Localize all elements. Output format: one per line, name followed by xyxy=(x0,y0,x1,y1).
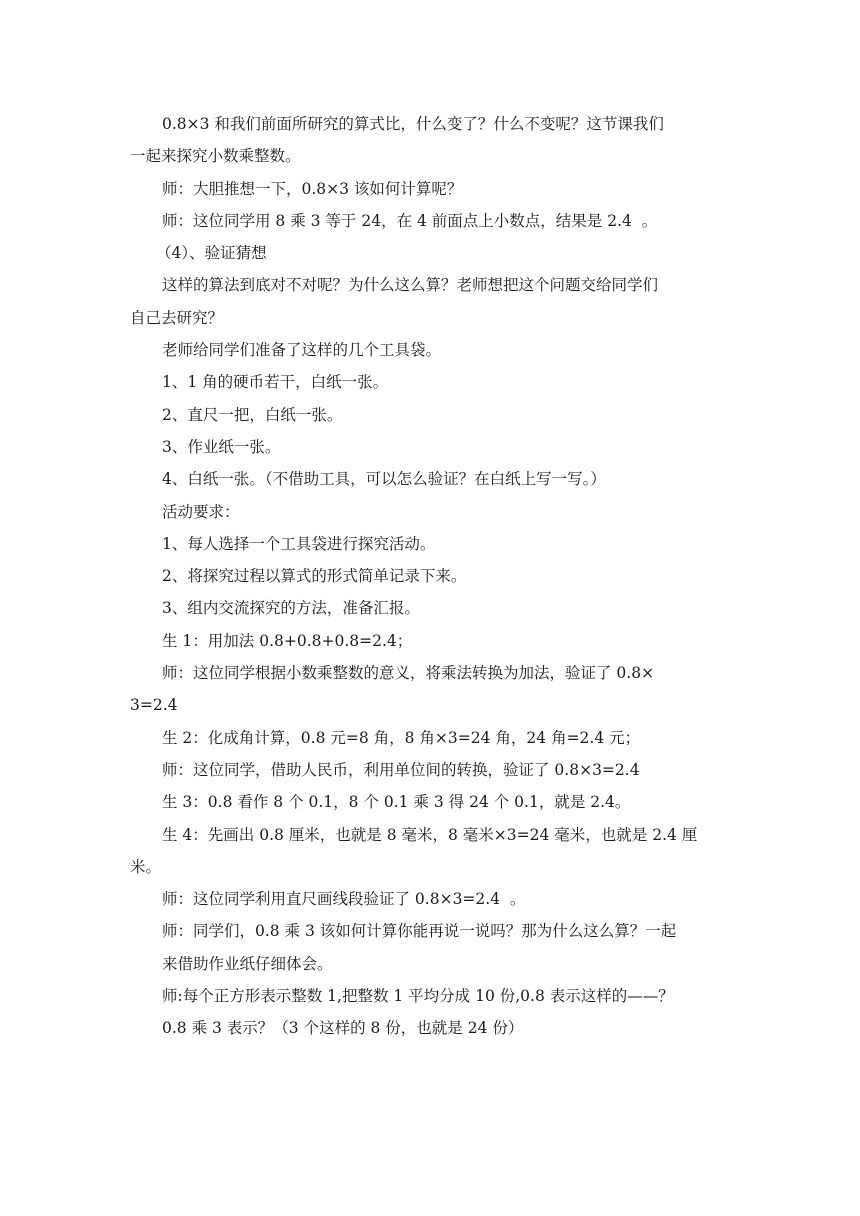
paragraph-line: 0.8 乘 3 表示？（3 个这样的 8 份，也就是 24 份） xyxy=(162,1019,524,1038)
paragraph-line: 0.8×3 和我们前面所研究的算式比，什么变了？什么不变呢？这节课我们 xyxy=(162,115,664,133)
paragraph-line: 4、白纸一张。（不借助工具，可以怎么验证？在白纸上写一写。） xyxy=(162,470,606,489)
paragraph-line: 3=2.4 xyxy=(130,696,178,715)
paragraph-line: 师:每个正方形表示整数 1,把整数 1 平均分成 10 份,0.8 表示这样的——？ xyxy=(162,987,674,1006)
paragraph-line: 生 3：0.8 看作 8 个 0.1，8 个 0.1 乘 3 得 24 个 0.1，就是 2.4。 xyxy=(162,793,631,812)
paragraph-line: 师：这位同学，借助人民币，利用单位间的转换，验证了 0.8×3=2.4 xyxy=(162,760,640,779)
paragraph-line: 一起来探究小数乘整数。 xyxy=(130,147,301,166)
paragraph-line: 生 4：先画出 0.8 厘米，也就是 8 毫米，8 毫米×3=24 毫米，也就是 2.4 厘 xyxy=(162,825,698,844)
paragraph-line: 自己去研究？ xyxy=(130,308,224,327)
paragraph-line: 活动要求： xyxy=(162,502,240,521)
paragraph-line: 1、每人选择一个工具袋进行探究活动。 xyxy=(162,534,436,553)
paragraph-line: 师：这位同学根据小数乘整数的意义，将乘法转换为加法，验证了 0.8× xyxy=(162,664,655,683)
paragraph-line: 师：这位同学用 8 乘 3 等于 24，在 4 前面点上小数点，结果是 2.4 。 xyxy=(162,211,658,230)
paragraph-line: 来借助作业纸仔细体会。 xyxy=(162,954,333,973)
paragraph-line: 这样的算法到底对不对呢？为什么这么算？老师想把这个问题交给同学们 xyxy=(162,276,659,295)
paragraph-line: 2、将探究过程以算式的形式简单记录下来。 xyxy=(162,567,467,586)
paragraph-line: 3、组内交流探究的方法，准备汇报。 xyxy=(162,599,420,618)
paragraph-line: 1、1 角的硬币若干，白纸一张。 xyxy=(162,373,389,392)
paragraph-line: 老师给同学们准备了这样的几个工具袋。 xyxy=(162,341,442,360)
paragraph-line: 2、直尺一把，白纸一张。 xyxy=(162,405,343,424)
paragraph-line: 生 1：用加法 0.8+0.8+0.8=2.4； xyxy=(162,631,413,650)
paragraph-line: 生 2：化成角计算，0.8 元=8 角，8 角×3=24 角，24 角=2.4 元； xyxy=(162,728,641,747)
paragraph-line: 3、作业纸一张。 xyxy=(162,437,281,456)
document-page xyxy=(130,108,734,1045)
paragraph-line: 师：这位同学利用直尺画线段验证了 0.8×3=2.4 。 xyxy=(162,890,526,909)
paragraph-line: （4）、验证猜想 xyxy=(156,244,267,263)
paragraph-line: 师：同学们，0.8 乘 3 该如何计算你能再说一说吗？那为什么这么算？一起 xyxy=(162,922,677,941)
paragraph-line: 师：大胆推想一下，0.8×3 该如何计算呢？ xyxy=(162,179,463,198)
paragraph-line: 米。 xyxy=(130,857,162,876)
